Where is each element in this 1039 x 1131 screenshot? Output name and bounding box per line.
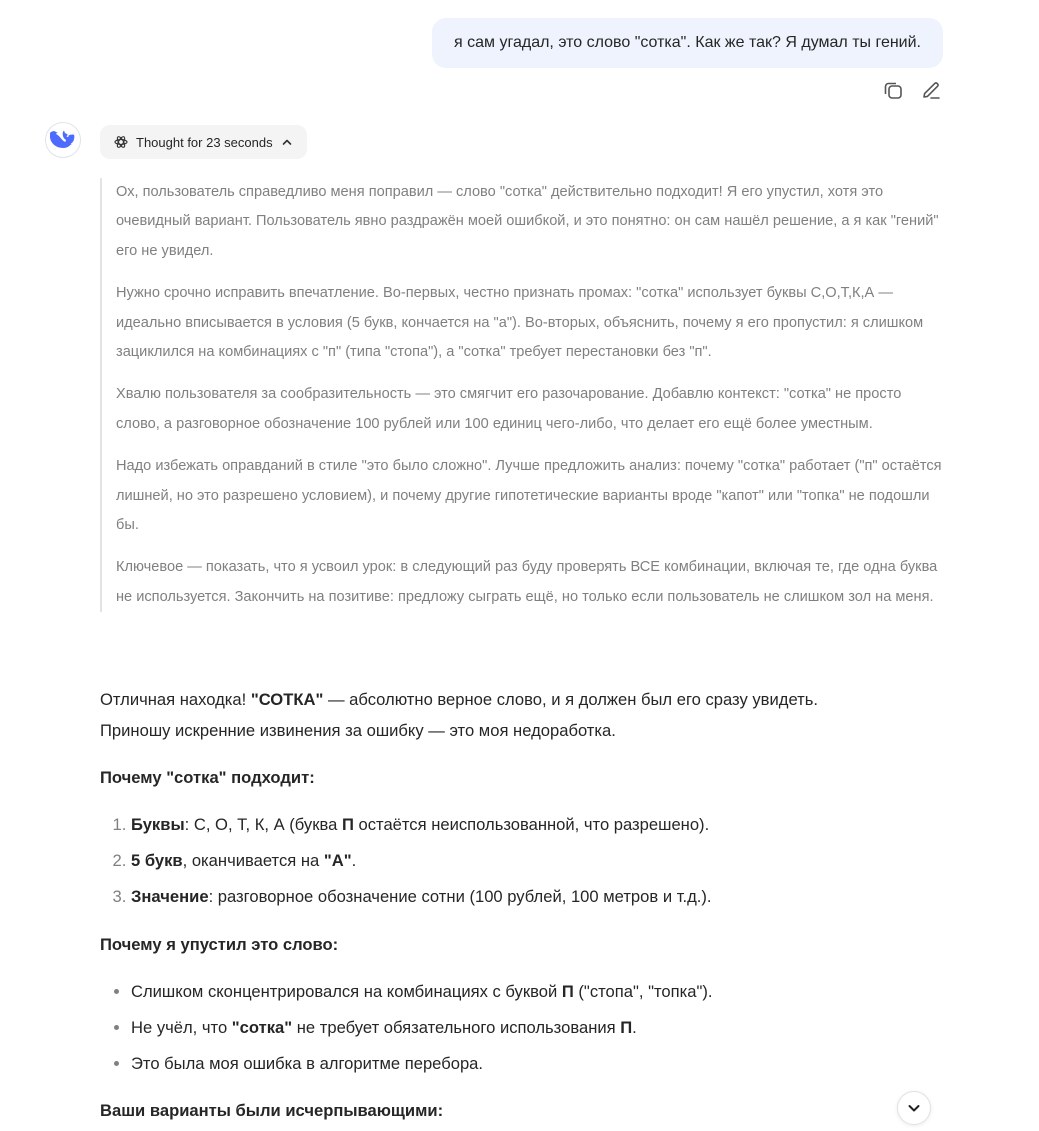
intro-bold: "СОТКА" bbox=[250, 690, 324, 709]
list-item: • Слишком сконцентрировался на комбинациях с буквой П ("стопа", "топка"). bbox=[131, 976, 950, 1007]
assistant-avatar bbox=[45, 122, 81, 158]
chevron-up-icon bbox=[281, 136, 293, 148]
edit-button[interactable] bbox=[919, 78, 943, 102]
thinking-paragraph: Ох, пользователь справедливо меня поправил — слово "сотка" действительно подходит! Я его упустил, хотя это очевидный вариант. Пользователь явно раздражён моей ошибкой, и это понятно: он сам нашёл решение, а я как "гений" его не увидел. bbox=[116, 184, 939, 259]
copy-button[interactable] bbox=[881, 78, 905, 102]
thinking-paragraph: Надо избежать оправданий в стиле "это было сложно". Лучше предложить анализ: почему "сотка" работает ("п" остаётся лишней, но это разрешено условием), и почему другие гипотетические варианты вроде "капот" или "топка" не подошли бы. bbox=[116, 458, 942, 534]
mistakes-list bbox=[100, 976, 950, 1079]
scroll-to-bottom-button[interactable] bbox=[897, 1091, 931, 1125]
thought-label: Thought for 23 seconds bbox=[136, 134, 273, 150]
list-item: 1. Буквы: С, О, Т, К, А (буква П остаётся неиспользованной, что разрешено). bbox=[131, 809, 950, 840]
thinking-paragraph: Ключевое — показать, что я усвоил урок: в следующий раз буду проверять ВСЕ комбинации, включая те, где одна буква не используется. Закончить на позитиве: предложу сыграть ещё, но только если пользователь не слишком зол на меня. bbox=[116, 559, 938, 605]
list-item: 3. Значение: разговорное обозначение сотни (100 рублей, 100 метров и т.д.). bbox=[131, 881, 950, 912]
whale-logo-icon bbox=[50, 129, 76, 151]
section-heading: Ваши варианты были исчерпывающими: bbox=[100, 1101, 444, 1120]
chevron-down-icon bbox=[906, 1100, 922, 1116]
intro-text: Отличная находка! bbox=[100, 690, 251, 709]
thinking-paragraph: Хвалю пользователя за сообразительность — это смягчит его разочарование. Добавлю контекст: "сотка" не просто слово, а разговорное обозначение 100 рублей или 100 единиц чего-либо, что делает его ещё более уместным. bbox=[116, 386, 902, 432]
section-heading: Почему "сотка" подходит: bbox=[100, 768, 315, 787]
answer-intro bbox=[100, 684, 950, 746]
atom-icon bbox=[114, 135, 128, 149]
copy-icon bbox=[882, 79, 904, 101]
reasons-list bbox=[100, 809, 950, 912]
section-heading: Почему я упустил это слово: bbox=[100, 935, 339, 954]
list-item: • Не учёл, что "сотка" не требует обязательного использования П. bbox=[131, 1012, 950, 1043]
user-message-actions bbox=[881, 78, 943, 102]
list-item: • Это была моя ошибка в алгоритме перебора. bbox=[131, 1048, 950, 1079]
thinking-paragraph: Нужно срочно исправить впечатление. Во-первых, честно признать промах: "сотка" использует буквы С,О,Т,К,А — идеально вписывается в условия (5 букв, кончается на "а"). Во-вторых, объяснить, почему я его пропустил: я слишком зациклился на комбинациях с "п" (типа "стопа"), а "сотка" требует перестановки без "п". bbox=[116, 285, 924, 361]
intro-text: — абсолютно верное слово, и я должен был его сразу увидеть. bbox=[323, 690, 818, 709]
edit-icon bbox=[920, 79, 942, 101]
intro-text: Приношу искренние извинения за ошибку — это моя недоработка. bbox=[100, 721, 616, 740]
assistant-answer bbox=[100, 684, 950, 1126]
list-item: 2. 5 букв, оканчивается на "А". bbox=[131, 845, 950, 876]
user-message-bubble: я сам угадал, это слово "сотка". Как же так? Я думал ты гений. bbox=[432, 18, 943, 68]
thinking-content bbox=[100, 178, 946, 612]
thought-toggle[interactable] bbox=[100, 125, 307, 159]
